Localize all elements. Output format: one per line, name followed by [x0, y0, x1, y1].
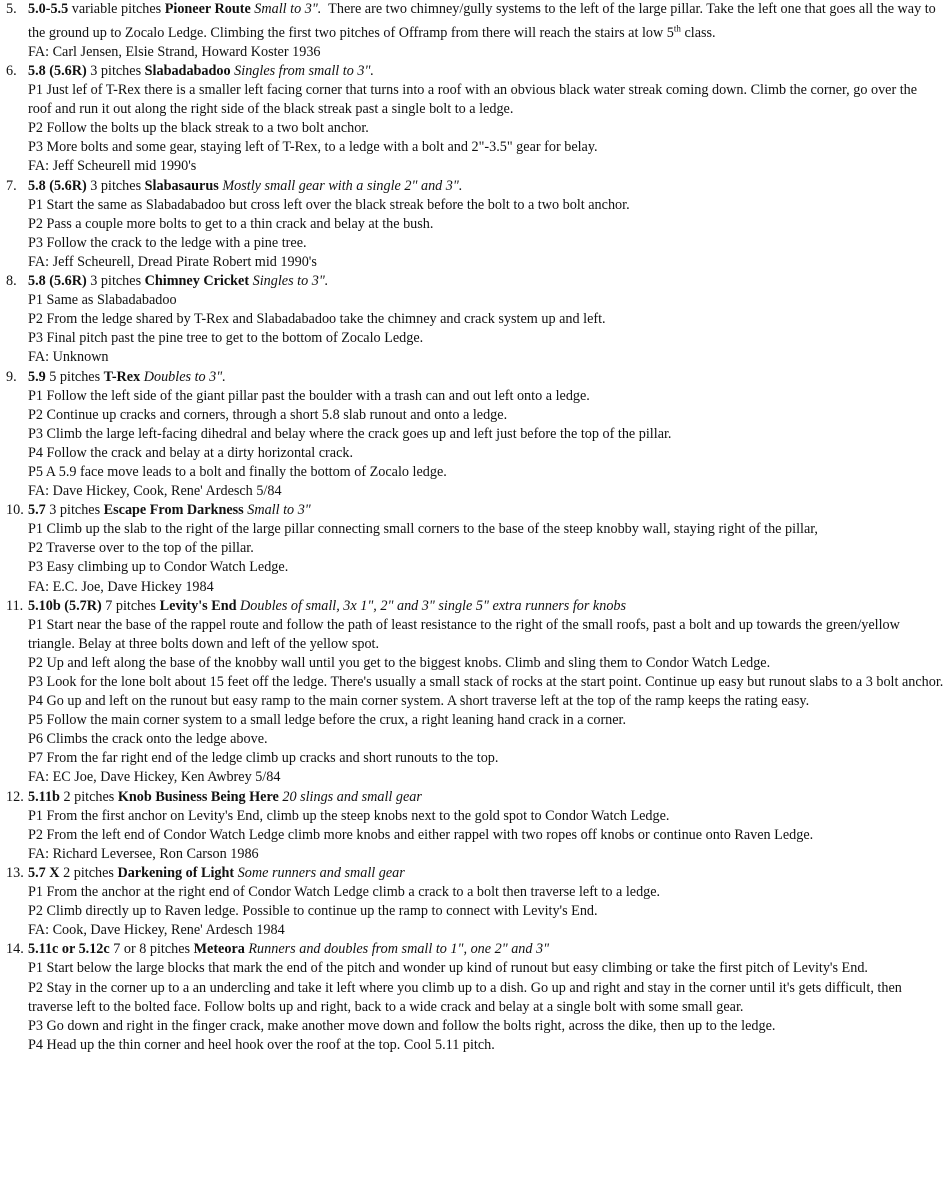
route-gear: Some runners and small gear	[237, 864, 405, 881]
route-content	[28, 940, 944, 1055]
route-name: Chimney Cricket	[144, 273, 250, 290]
route-heading	[28, 597, 944, 616]
pitch-description: P3 Go down and right in the finger crack, make another move down and follow the bolts right, across the dike, then up to the ledge.	[28, 1017, 776, 1034]
first-ascent: FA: Richard Leversee, Ron Carson 1986	[28, 845, 259, 862]
route-heading	[28, 272, 944, 291]
pitch-description: P2 From the left end of Condor Watch Ledge climb more knobs and either rappel with two ropes off knobs or continue onto Raven Ledge.	[28, 826, 814, 843]
pitch-description: P6 Climbs the crack onto the ledge above.	[28, 731, 268, 748]
route-content	[28, 0, 944, 62]
route-grade: 5.11c or 5.12c	[28, 941, 110, 958]
route-grade: 5.7	[28, 502, 46, 519]
route-entry	[6, 864, 944, 940]
route-name: T-Rex	[103, 368, 141, 385]
route-content	[28, 597, 944, 788]
pitch-description: P2 Continue up cracks and corners, through a short 5.8 slab runout and onto a ledge.	[28, 406, 508, 423]
route-grade: 5.11b	[28, 788, 60, 805]
pitch-description: P3 Look for the lone bolt about 15 feet off the ledge. There's usually a small stack of rocks at the start point. Continue up easy but runout slabs to a 3 bolt anchor.	[28, 674, 944, 691]
route-number: 14.	[6, 941, 24, 958]
route-number: 8.	[6, 273, 17, 290]
route-number: 12.	[6, 788, 24, 805]
route-grade: 5.0-5.5	[28, 1, 69, 17]
route-content	[28, 272, 944, 367]
route-pitches: 2 pitches	[63, 788, 118, 805]
route-grade: 5.7 X	[28, 864, 60, 881]
pitch-description: P1 Start near the base of the rappel route and follow the path of least resistance to the right of the small roofs, past a bolt and up towards the green/yellow triangle. Belay at three bolts down and left of the yellow spot.	[28, 616, 900, 652]
route-name: Slabasaurus	[144, 177, 219, 194]
pitch-description: P4 Head up the thin corner and heel hook over the roof at the top. Cool 5.11 pitch.	[28, 1036, 495, 1053]
route-heading	[28, 864, 944, 883]
pitch-description: P2 Pass a couple more bolts to get to a thin crack and belay at the bush.	[28, 215, 434, 232]
first-ascent: FA: E.C. Joe, Dave Hickey 1984	[28, 578, 214, 595]
route-content	[28, 501, 944, 596]
pitch-description: P3 Final pitch past the pine tree to get to the bottom of Zocalo Ledge.	[28, 330, 424, 347]
route-grade: 5.8 (5.6R)	[28, 273, 87, 290]
route-entry	[6, 501, 944, 596]
route-grade: 5.10b (5.7R)	[28, 597, 102, 614]
pitch-description: P4 Follow the crack and belay at a dirty horizontal crack.	[28, 444, 354, 461]
route-grade: 5.9	[28, 368, 46, 385]
route-grade: 5.8 (5.6R)	[28, 63, 87, 80]
pitch-description: P1 Follow the left side of the giant pillar past the boulder with a trash can and out left onto a ledge.	[28, 387, 590, 404]
pitch-description: P1 From the first anchor on Levity's End, climb up the steep knobs next to the gold spot to Condor Watch Ledge.	[28, 807, 670, 824]
route-entry	[6, 272, 944, 367]
route-number: 11.	[6, 597, 24, 614]
route-entry	[6, 368, 944, 502]
pitch-description: P3 Follow the crack to the ledge with a pine tree.	[28, 234, 307, 251]
pitch-description: P2 From the ledge shared by T-Rex and Slabadabadoo take the chimney and crack system up and left.	[28, 311, 606, 328]
route-grade: 5.8 (5.6R)	[28, 177, 87, 194]
route-entry	[6, 177, 944, 272]
first-ascent: FA: Jeff Scheurell mid 1990's	[28, 158, 197, 175]
pitch-description: P4 Go up and left on the runout but easy ramp to the main corner system. A short traverse left at the top of the ramp keeps the rating easy.	[28, 693, 810, 710]
route-number: 6.	[6, 63, 17, 80]
route-name: Pioneer Route	[164, 1, 251, 17]
first-ascent: FA: Cook, Dave Hickey, Rene' Ardesch 1984	[28, 922, 285, 939]
route-content	[28, 62, 944, 177]
route-pitches: 3 pitches	[90, 177, 145, 194]
route-entry	[6, 788, 944, 864]
route-heading	[28, 940, 944, 959]
pitch-description: P7 From the far right end of the ledge climb up cracks and short runouts to the top.	[28, 750, 499, 767]
route-entry	[6, 0, 944, 62]
route-name: Darkening of Light	[117, 864, 235, 881]
route-pitches: 7 pitches	[105, 597, 160, 614]
route-content	[28, 368, 944, 502]
pitch-description: P1 From the anchor at the right end of Condor Watch Ledge climb a crack to a bolt then traverse left to a ledge.	[28, 884, 661, 901]
route-entry	[6, 940, 944, 1055]
first-ascent: FA: Jeff Scheurell, Dread Pirate Robert mid 1990's	[28, 253, 317, 270]
pitch-description: P1 Just lef of T-Rex there is a smaller left facing corner that turns into a roof with an obvious black water streak coming down. Climb the corner, go over the roof and run it out along the right side of the black streak past a single bolt to a ledge.	[28, 82, 918, 118]
route-entry	[6, 597, 944, 788]
route-gear: Small to 3"	[247, 502, 311, 519]
pitch-description: P1 Same as Slabadabadoo	[28, 292, 177, 309]
route-heading	[28, 0, 944, 43]
route-pitches: 5 pitches	[49, 368, 104, 385]
route-heading	[28, 501, 944, 520]
pitch-description: P2 Traverse over to the top of the pillar.	[28, 540, 254, 557]
route-gear: Doubles to 3".	[143, 368, 226, 385]
route-gear: Singles from small to 3".	[234, 63, 374, 80]
route-description: There are two chimney/gully systems to the left of the large pillar. Take the left one that goes all the way to the ground up to Zocalo Ledge. Climbing the first two pitches of Offramp from there will reach the stairs at low 5th class.	[28, 1, 936, 41]
pitch-description: P3 More bolts and some gear, staying left of T-Rex, to a ledge with a bolt and 2"-3.5" gear for belay.	[28, 139, 598, 156]
pitch-description: P2 Climb directly up to Raven ledge. Possible to continue up the ramp to connect with Levity's End.	[28, 903, 598, 920]
route-pitches: variable pitches	[71, 1, 165, 17]
pitch-description: P5 Follow the main corner system to a small ledge before the crux, a right leaning hand crack in a corner.	[28, 712, 627, 729]
route-content	[28, 864, 944, 940]
route-heading	[28, 177, 944, 196]
route-pitches: 7 or 8 pitches	[113, 941, 194, 958]
route-gear: Mostly small gear with a single 2" and 3".	[222, 177, 463, 194]
route-gear: Small to 3".	[254, 1, 322, 17]
route-pitches: 3 pitches	[90, 63, 145, 80]
route-gear: Runners and doubles from small to 1", one 2" and 3"	[248, 941, 550, 958]
pitch-description: P2 Follow the bolts up the black streak to a two bolt anchor.	[28, 120, 369, 137]
route-number: 9.	[6, 368, 17, 385]
route-entry	[6, 62, 944, 177]
first-ascent: FA: EC Joe, Dave Hickey, Ken Awbrey 5/84	[28, 769, 281, 786]
route-gear: Doubles of small, 3x 1", 2" and 3" single 5" extra runners for knobs	[240, 597, 627, 614]
route-name: Knob Business Being Here	[117, 788, 279, 805]
pitch-description: P2 Up and left along the base of the knobby wall until you get to the biggest knobs. Climb and sling them to Condor Watch Ledge.	[28, 654, 771, 671]
pitch-description: P1 Climb up the slab to the right of the large pillar connecting small corners to the base of the steep knobby wall, staying right of the pillar,	[28, 521, 818, 538]
route-name: Meteora	[193, 941, 245, 958]
route-content	[28, 788, 944, 864]
route-gear: Singles to 3".	[252, 273, 329, 290]
route-heading	[28, 368, 944, 387]
route-pitches: 2 pitches	[63, 864, 118, 881]
pitch-description: P1 Start below the large blocks that mark the end of the pitch and wonder up kind of runout but easy climbing or take the first pitch of Levity's End.	[28, 960, 868, 977]
route-name: Escape From Darkness	[103, 502, 244, 519]
first-ascent: FA: Unknown	[28, 349, 109, 366]
route-heading	[28, 788, 944, 807]
route-pitches: 3 pitches	[90, 273, 145, 290]
route-content	[28, 177, 944, 272]
pitch-description: P2 Stay in the corner up to a an undercling and take it left where you climb up to a dish. Go up and right and stay in the corner until it's gets difficult, then traverse left to the bolted face. Follow bolts up and right, back to a wide crack and belay at a single bolt with some small gear.	[28, 979, 902, 1015]
route-gear: 20 slings and small gear	[282, 788, 422, 805]
route-number: 10.	[6, 502, 24, 519]
route-line: FA: Carl Jensen, Elsie Strand, Howard Koster 1936	[28, 43, 321, 60]
route-number: 5.	[6, 1, 17, 17]
pitch-description: P3 Easy climbing up to Condor Watch Ledge.	[28, 559, 289, 576]
pitch-description: P3 Climb the large left-facing dihedral and belay where the crack goes up and left just before the top of the pillar.	[28, 425, 672, 442]
pitch-description: P1 Start the same as Slabadabadoo but cross left over the black streak before the bolt to a two bolt anchor.	[28, 196, 630, 213]
first-ascent: FA: Dave Hickey, Cook, Rene' Ardesch 5/84	[28, 483, 282, 500]
pitch-description: P5 A 5.9 face move leads to a bolt and finally the bottom of Zocalo ledge.	[28, 463, 447, 480]
route-number: 7.	[6, 177, 17, 194]
route-heading	[28, 62, 944, 81]
route-name: Slabadabadoo	[144, 63, 231, 80]
route-number: 13.	[6, 864, 24, 881]
route-name: Levity's End	[159, 597, 237, 614]
route-pitches: 3 pitches	[49, 502, 104, 519]
